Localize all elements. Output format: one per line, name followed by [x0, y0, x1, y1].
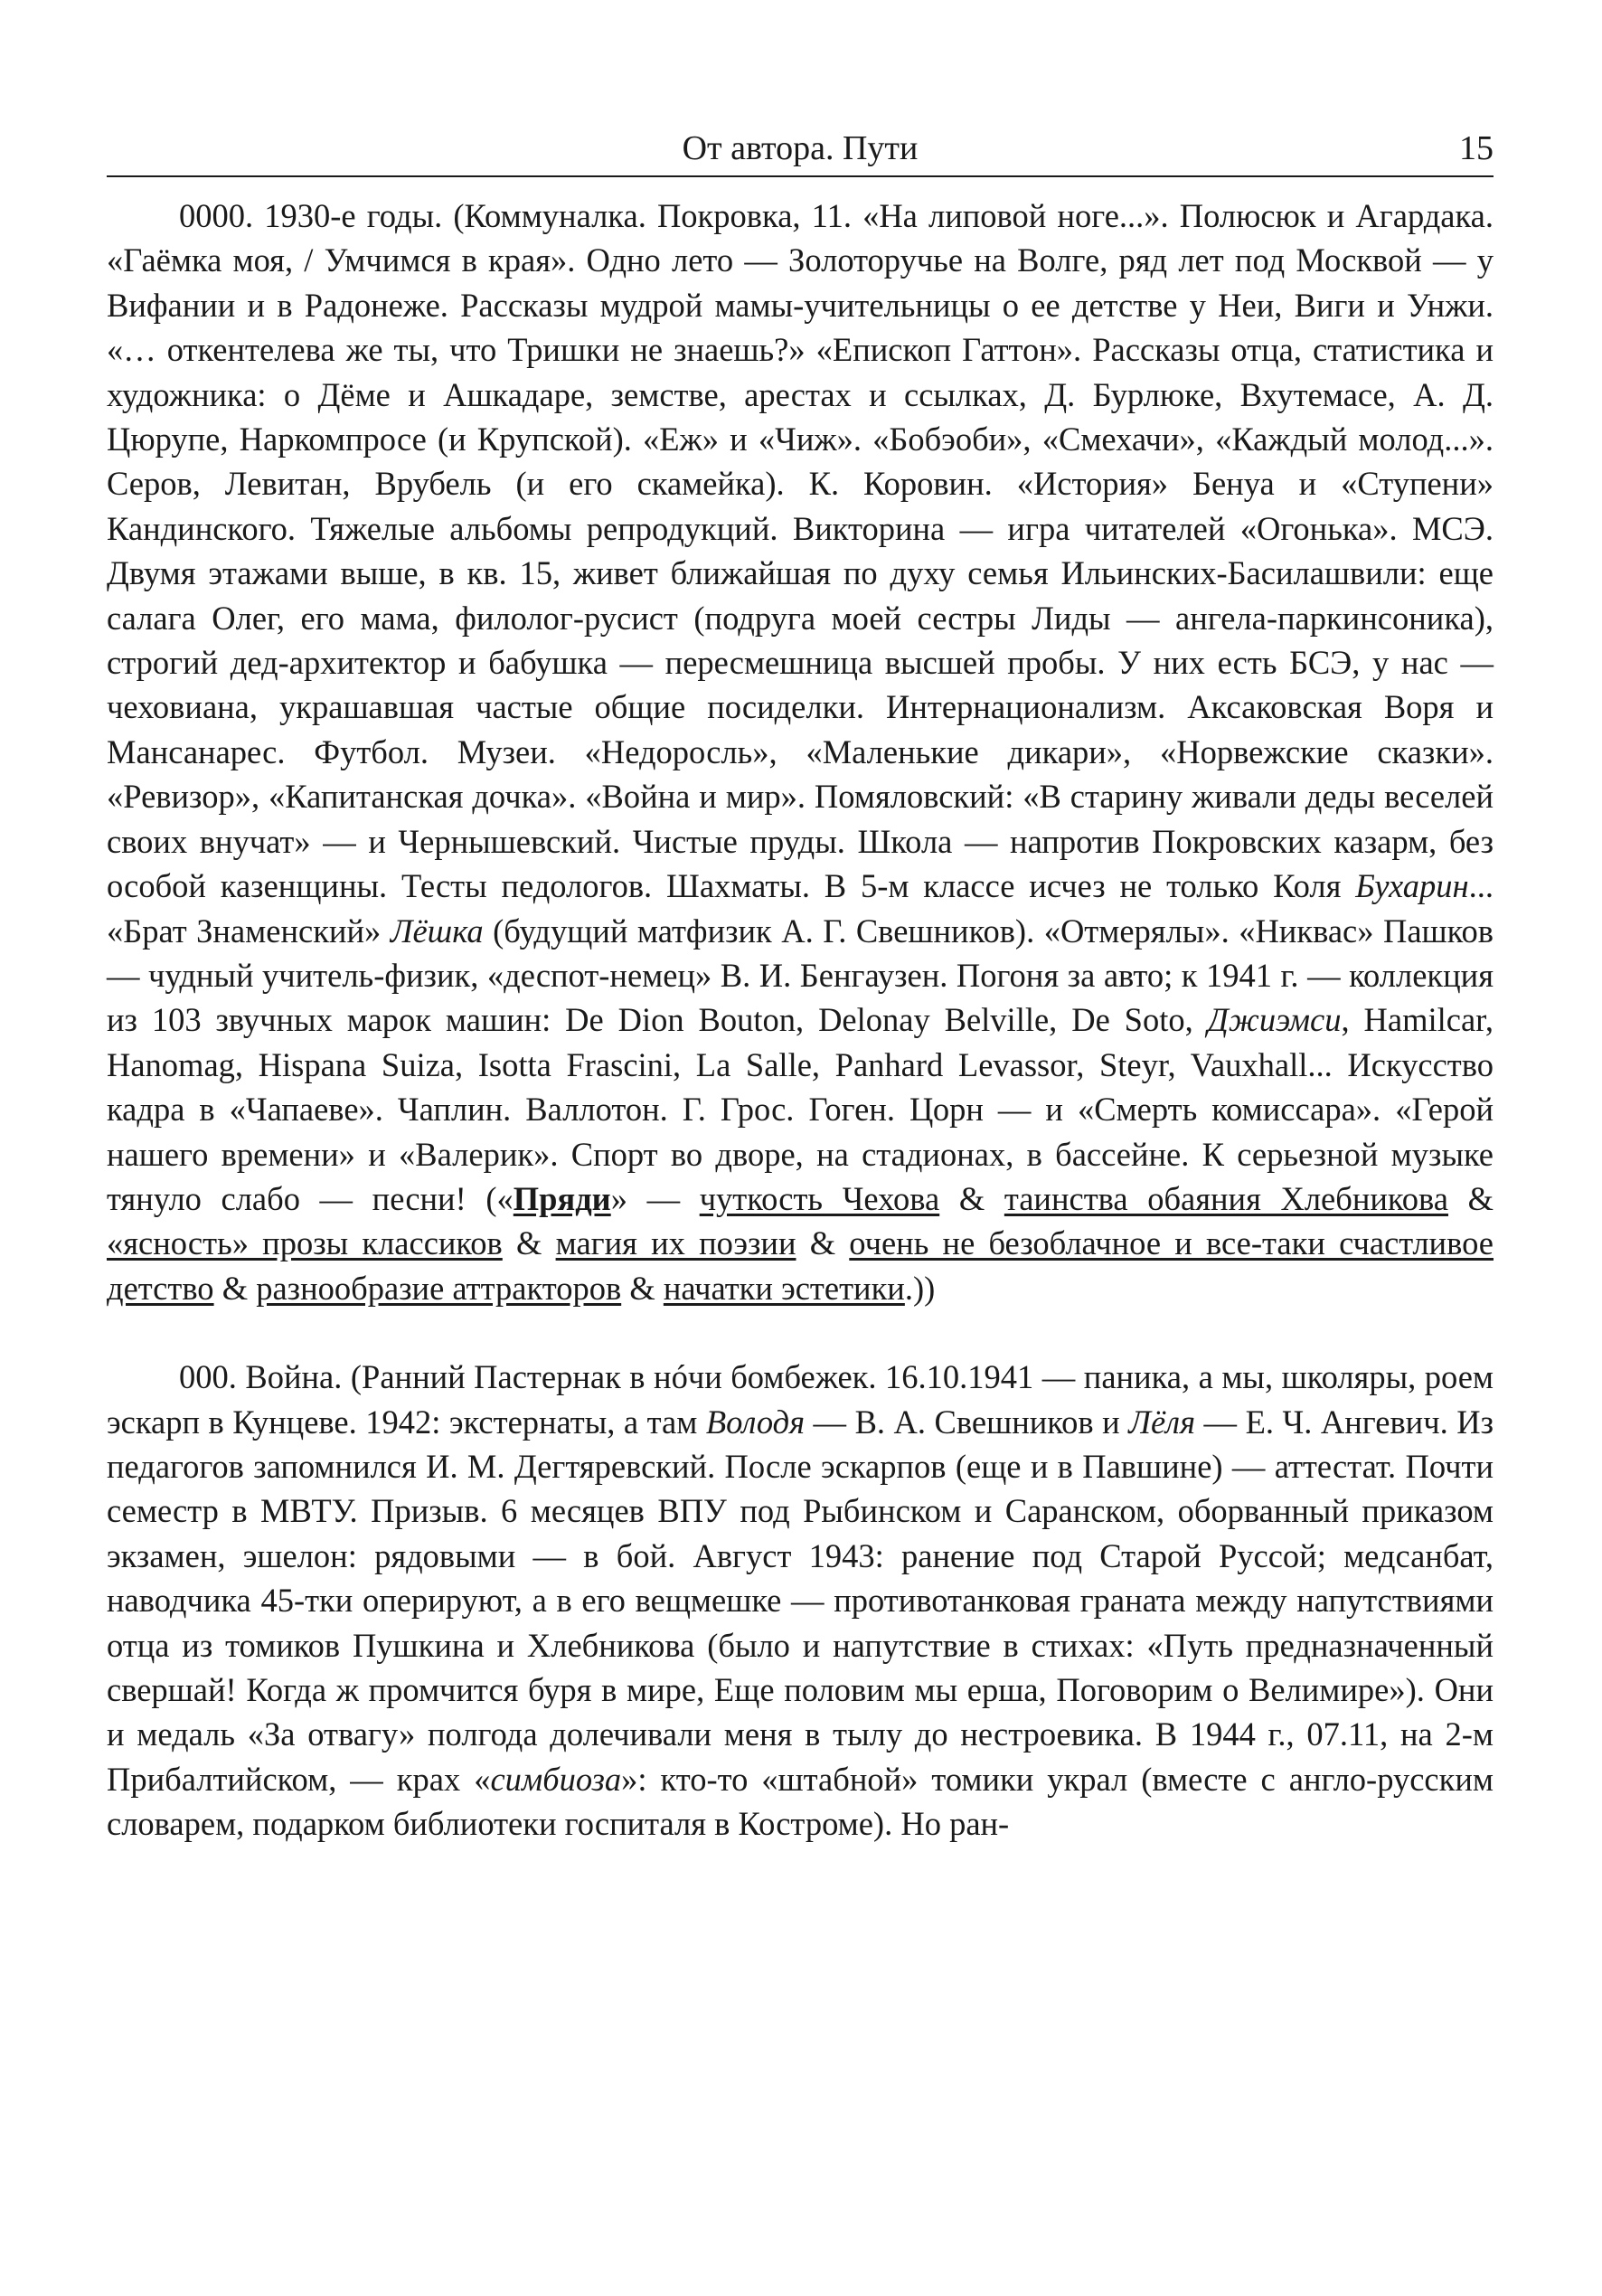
book-page — [107, 118, 1494, 2270]
text-run: , Hamilcar, Hanomag, Hispana Suiza, Isotta Frascini, La Salle, Panhard Levassor, Steyr, Vauxhall... Искусство кадра в «Чапаеве». Чаплин. Валлотон. Г. Грос. Гоген. Цорн — и «Смерть комиссара». «Герой нашего времени» и «Валерик». Спорт во дворе, на стадионах, в бассейне. К серьезной музыке тянуло слабо — песни! (« — [107, 1001, 1494, 1217]
italic-text: Лёля — [1128, 1403, 1196, 1441]
text-run: — Е. Ч. Ангевич. Из педагогов запомнился И. М. Дегтяревский. После эскарпов (еще и в Павшине) — аттестат. Почти семестр в МВТУ. Призыв. 6 месяцев ВПУ под Рыбинском и Саранском, оборванный приказом экзамен, эшелон: рядовыми — в бой. Август 1943: ранение под Старой Руссой; медсанбат, наводчика 45-тки оперируют, а в его вещмешке — противотанковая граната между напутствиями отца из томиков Пушкина и Хлебникова (было и напутствие в стихах: «Путь предназначенный свершай! Когда ж промчится буря в мире, Еще половим мы ерша, Поговорим о Велимире»). Они и медаль «За отвагу» полгода долечивали меня в тылу до нестроевика. В 1944 г., 07.11, на 2-м Прибалтийском, — крах « — [107, 1403, 1494, 1798]
bold-underlined-text: Пряди — [513, 1179, 611, 1217]
underlined-text: разнообразие аттракторов — [256, 1269, 622, 1307]
text-run: »: кто-то «штабной» томики украл (вместе с англо-русским словарем, подарком библиотеки госпиталя в Костроме). Но ран- — [107, 1760, 1494, 1843]
text-run: & — [1447, 1179, 1494, 1217]
paragraph-1930s — [107, 194, 1494, 1310]
underlined-text: начатки эстетики — [663, 1269, 905, 1307]
running-header — [107, 118, 1494, 177]
italic-text: Бухарин — [1355, 867, 1469, 905]
text-run: — В. А. Свешников и — [805, 1403, 1129, 1441]
italic-text: Джиэмси — [1207, 1001, 1342, 1039]
text-run: & — [213, 1269, 257, 1307]
text-run: .)) — [904, 1269, 936, 1307]
page-number: 15 — [1459, 129, 1494, 167]
underlined-text: очень не безоблачное и все-таки счастливое детство — [107, 1224, 1494, 1307]
italic-text: Лёшка — [390, 912, 484, 950]
underlined-text: «ясность» прозы классиков — [107, 1224, 503, 1262]
text-run: » — — [610, 1179, 700, 1217]
italic-text: симбиоза — [490, 1760, 622, 1798]
underlined-text: магия их поэзии — [555, 1224, 796, 1262]
text-run: (будущий матфизик А. Г. Свешников). «Отмерялы». «Никвас» Пашков — чудный учитель-физик, «деспот-немец» В. И. Бенгаузен. Погоня за авто; к 1941 г. — коллекция из 103 звучных марок машин: De Dion Bouton, Delonay Belville, De Soto, — [107, 912, 1494, 1039]
text-run: & — [796, 1224, 850, 1262]
underlined-text: таинства обаяния Хлебникова — [1004, 1179, 1448, 1217]
text-run: & — [939, 1179, 1004, 1217]
text-run: ... «Брат Знаменский» — [107, 867, 1494, 950]
paragraph-war — [107, 1355, 1494, 1846]
text-run: & — [502, 1224, 556, 1262]
text-run: 000. Война. (Ранний Пастернак в нóчи бомбежек. 16.10.1941 — паника, а мы, школяры, роем эскарп в Кунцеве. 1942: экстернаты, а там — [107, 1358, 1494, 1441]
underlined-text: чуткость Чехова — [699, 1179, 940, 1217]
text-run: 0000. 1930-е годы. (Коммуналка. Покровка, 11. «На липовой ноге...». Полюсюк и Агардака. «Гаёмка моя, / Умчимся в края». Одно лето — Золоторучье на Волге, ряд лет под Москвой — у Вифании и в Радонеже. Рассказы мудрой мамы-учительницы о ее детстве у Неи, Виги и Унжи. «… откентелева же ты, что Тришки не знаешь?» «Епископ Гаттон». Рассказы отца, статистика и художника: о Дёме и Ашкадаре, земстве, арестах и ссылках, Д. Бурлюке, Вхутемасе, А. Д. Цюрупе, Наркомпросе (и Крупской). «Еж» и «Чиж». «Бобэоби», «Смехачи», «Каждый молод...». Серов, Левитан, Врубель (и его скамейка). К. Коровин. «История» Бенуа и «Ступени» Кандинского. Тяжелые альбомы репродукций. Викторина — игра читателей «Огонька». МСЭ. Двумя этажами выше, в кв. 15, живет ближайшая по духу семья Ильинских-Басилашвили: еще салага Олег, его мама, филолог-русист (подруга моей сестры Лиды — ангела-паркинсоника), строгий дед-архитектор и бабушка — пересмешница высшей пробы. У них есть БСЭ, у нас — чеховиана, украшавшая частые общие посиделки. Интернационализм. Аксаковская Воря и Мансанарес. Футбол. Музеи. «Недоросль», «Маленькие дикари», «Норвежские сказки». «Ревизор», «Капитанская дочка». «Война и мир». Помяловский: «В старину живали деды веселей своих внучат» — и Чернышевский. Чистые пруды. Школа — напротив Покровских казарм, без особой казенщины. Тесты педологов. Шахматы. В 5-м классе исчез не только Коля — [107, 197, 1494, 905]
running-title: От автора. Пути — [682, 129, 919, 167]
italic-text: Володя — [705, 1403, 806, 1441]
text-run: & — [621, 1269, 664, 1307]
